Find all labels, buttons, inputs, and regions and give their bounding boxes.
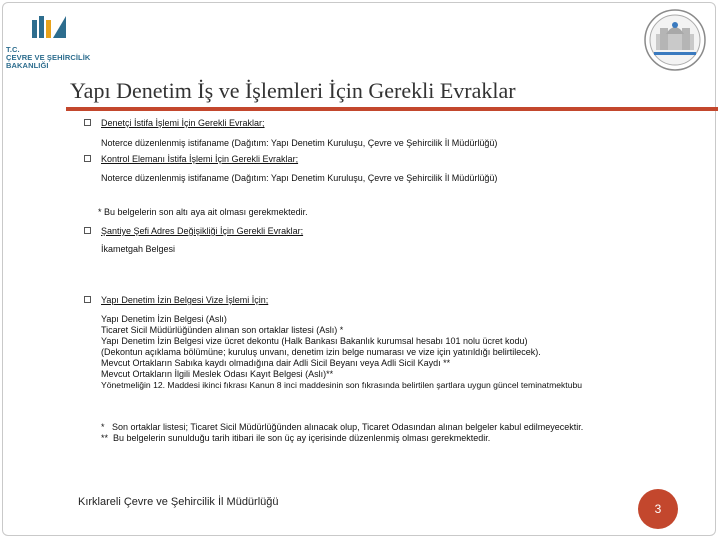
- footnote: ** Bu belgelerin sunulduğu tarih itibari ile son üç ay içerisinde düzenlenmiş olması gerekmektedir.: [101, 433, 491, 443]
- section-body-line: Ticaret Sicil Müdürlüğünden alınan son ortaklar listesi (Aslı) *: [101, 325, 344, 335]
- logo-line-2: ÇEVRE VE ŞEHİRCİLİK: [6, 53, 91, 62]
- section-body-line: Mevcut Ortakların Sabıka kaydı olmadığına dair Adli Sicil Beyanı veya Adli Sicil Kaydı **: [101, 358, 451, 368]
- title-divider: [66, 107, 718, 111]
- logo-line-3: BAKANLIĞI: [6, 61, 49, 70]
- section-body-line: Yapı Denetim İzin Belgesi vize ücret dekontu (Halk Bankası Bakanlık kurumsal hesabı 101 nolu ücret kodu): [101, 336, 528, 346]
- footnote: * Son ortaklar listesi; Ticaret Sicil Müdürlüğünden alınacak olup, Ticaret Odasından alınan belgeler kabul edilmeyecektir.: [101, 422, 584, 432]
- section-body-line: İkametgah Belgesi: [101, 244, 176, 254]
- page-number-badge: [638, 489, 678, 529]
- section-body-line: Noterce düzenlenmiş istifaname (Dağıtım: Yapı Denetim Kuruluşu, Çevre ve Şehircilik İl Müdürlüğü): [101, 138, 498, 148]
- section-body-line: Noterce düzenlenmiş istifaname (Dağıtım: Yapı Denetim Kuruluşu, Çevre ve Şehircilik İl Müdürlüğü): [101, 173, 498, 183]
- section-heading: Denetçi İstifa İşlemi İçin Gerekli Evraklar;: [101, 118, 265, 128]
- section-body-line: Yapı Denetim İzin Belgesi (Aslı): [101, 314, 227, 324]
- six-months-note: * Bu belgelerin son altı aya ait olması gerekmektedir.: [98, 207, 308, 217]
- section-heading: Kontrol Elemanı İstifa İşlemi İçin Gerekli Evraklar;: [101, 154, 299, 164]
- page-title: Yapı Denetim İş ve İşlemleri İçin Gerekli Evraklar: [70, 78, 516, 103]
- section-heading: Yapı Denetim İzin Belgesi Vize İşlemi İçin;: [101, 295, 269, 305]
- section-body-line: Yönetmeliğin 12. Maddesi ikinci fıkrası Kanun 8 inci maddesinin son fıkrasında belirtilen şartlara uygun güncel teminatmektubu: [101, 380, 583, 390]
- page-number: 3: [654, 502, 662, 516]
- section-body-line: Mevcut Ortakların İlgili Meslek Odası Kayıt Belgesi (Aslı)**: [101, 369, 334, 379]
- square-bullet-icon: [84, 296, 91, 303]
- square-bullet-icon: [84, 155, 91, 162]
- ministry-logo-icon: [28, 10, 68, 46]
- footer-text: Kırklareli Çevre ve Şehircilik İl Müdürlüğü: [78, 496, 279, 508]
- logo-text: [6, 46, 90, 70]
- ministry-logo: [6, 8, 98, 70]
- square-bullet-icon: [84, 227, 91, 234]
- section-body-line: (Dekontun açıklama bölümüne; kuruluş unvanı, denetim izin belge numarası ve vize için yatırıldığı belirtilecek).: [101, 347, 541, 357]
- square-bullet-icon: [84, 119, 91, 126]
- directorate-seal-icon: [640, 8, 710, 72]
- logo-line-1: T.C.: [6, 45, 20, 54]
- directorate-seal: [640, 8, 710, 72]
- section-heading: Şantiye Şefi Adres Değişikliği İçin Gerekli Evraklar;: [101, 226, 304, 236]
